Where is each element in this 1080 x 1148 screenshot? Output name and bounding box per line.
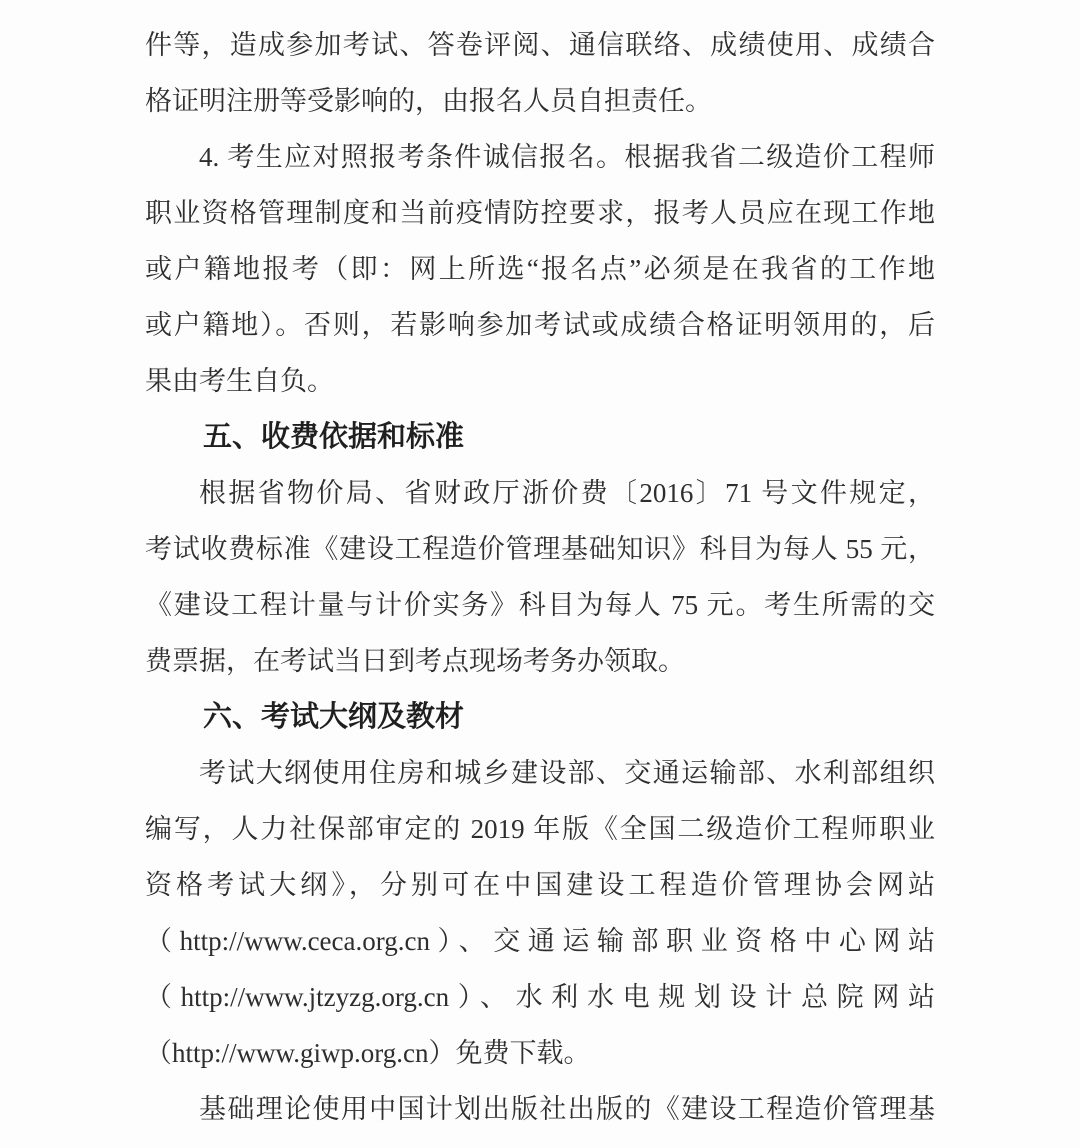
- text-line: 费票据，在考试当日到考点现场考务办领取。: [145, 646, 685, 676]
- text-line: 格证明注册等受影响的，由报名人员自担责任。: [145, 86, 712, 116]
- text-line: 资格考试大纲》，分别可在中国建设工程造价管理协会网站: [145, 870, 935, 900]
- text-line: 基础理论使用中国计划出版社出版的《建设工程造价管理基: [199, 1094, 935, 1124]
- text-line: （http://www.giwp.org.cn）免费下载。: [145, 1038, 591, 1068]
- text-line: 编写，人力社保部审定的 2019 年版《全国二级造价工程师职业: [145, 814, 935, 844]
- text-line: 考试大纲使用住房和城乡建设部、交通运输部、水利部组织: [199, 758, 935, 788]
- text-line: （http://www.ceca.org.cn）、交通运输部职业资格中心网站: [145, 926, 935, 956]
- text-line: 考试收费标准《建设工程造价管理基础知识》科目为每人 55 元，: [145, 534, 935, 564]
- text-line: 《建设工程计量与计价实务》科目为每人 75 元。考生所需的交: [145, 590, 935, 620]
- text-line: 职业资格管理制度和当前疫情防控要求，报考人员应在现工作地: [145, 198, 935, 228]
- section-heading: 五、收费依据和标准: [203, 421, 465, 453]
- text-line: 件等，造成参加考试、答卷评阅、通信联络、成绩使用、成绩合: [145, 30, 935, 60]
- text-line: 根据省物价局、省财政厅浙价费〔2016〕71 号文件规定，: [199, 478, 935, 508]
- text-line: 或户籍地报考（即：网上所选“报名点”必须是在我省的工作地: [145, 254, 935, 284]
- text-line: 果由考生自负。: [145, 366, 334, 396]
- text-line: （http://www.jtzyzg.org.cn）、水利水电规划设计总院网站: [145, 982, 935, 1012]
- section-heading: 六、考试大纲及教材: [203, 701, 465, 733]
- text-line: 或户籍地）。否则，若影响参加考试或成绩合格证明领用的，后: [145, 310, 935, 340]
- text-line: 4. 考生应对照报考条件诚信报名。根据我省二级造价工程师: [199, 142, 935, 172]
